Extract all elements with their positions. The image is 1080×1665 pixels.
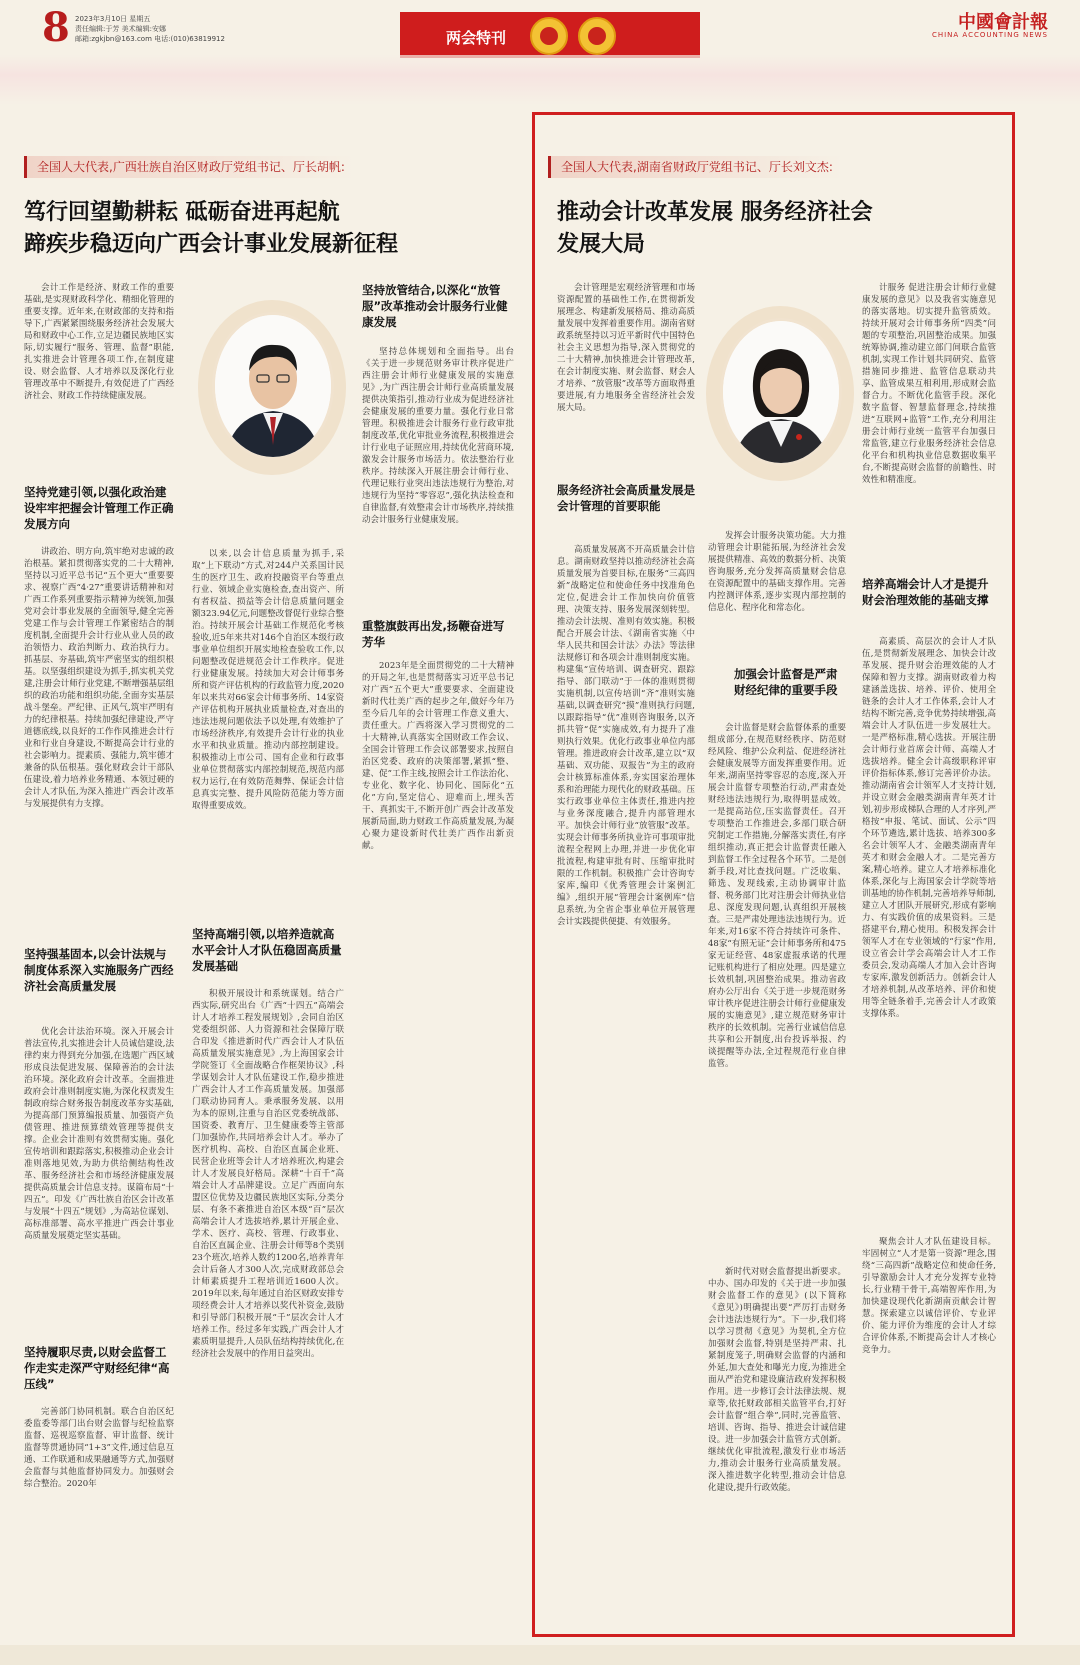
page-meta	[75, 14, 225, 44]
left-col1-intro: 会计工作是经济、财政工作的重要基础,是实现财政科学化、精细化管理的重要支撑。近年来,在财政部的支持和指导下,广西紧紧围绕服务经济社会发展大局和财政中心工作,立足边疆民族地区实际,切实履行“服务、管理、监督”职能,扎实推进会计管理各项工作,在制度建设、财会监督、人才培养以及深化行业管理改革中不断提升,有效促进了广西经济社会、财政工作持续健康发展。	[24, 283, 174, 401]
left-subhead-2: 坚持强基固本,以会计法规与制度体系深入实施服务广西经济社会高质量发展	[24, 947, 174, 993]
left-subhead-4: 坚持放管结合,以深化“放管服”改革推动会计服务行业健康发展	[362, 283, 508, 329]
page-header	[0, 0, 1080, 95]
portrait-liu-wenjie	[720, 318, 842, 466]
cppcc-emblem-icon	[578, 17, 616, 55]
right-col3-para7: 高素质、高层次的会计人才队伍,是贯彻新发展理念、加快会计改革发展、提升财会治理效能的人才保障和智力支撑。湖南财政着力构建涵盖选拔、培养、评价、使用全链条的会计人才工作体系,会计人才结构不断完善,竞争优势持续增强,高端会计人才队伍进一步发展壮大。一是严格标准,精心选拔。开展注册会计师行业首席会计师、高端人才选拔培养。健全会计高级职称评审评价指标体系,修订完善评价办法。推动湖南省会计领军人才支持计划,并设立财会金融类湖南青年英才计划,初步形成梯队合理的人才序列,严格按“申报、笔试、面试、公示”四个环节遴选,累计选拔、培养300多名会计领军人才、金融类湖南青年英才和财会金融人才。二是完善方案,精心培养。建立人才培养标准化体系,深化与上海国家会计学院等培训基地的协作机制,完善培养导师制,建立人才团队开展研究,形成有影响力、有实践价值的成果资料。三是搭建平台,精心使用。积极发挥会计领军人才在专业领域的“行家”作用,设立省会计学会高端会计人才工作委员会,发动高端人才加入会计咨询专家库,激发创新活力。创新会计人才培养机制,从改革培养、评价和使用等全链条着手,完善会计人才政策支撑体系。	[862, 637, 996, 1019]
newspaper-logo-en: CHINA ACCOUNTING NEWS	[931, 31, 1048, 39]
right-col3-para6: 计服务 促进注册会计师行业健康发展的意见》以及我省实施意见的落实落地。切实提升监管质效。持续开展对会计师事务所“四类”问题的专项整治,巩固整治成果。加强统筹协调,推动建立部门间联合监管机制,实现工作计划共同研究、监管措施同步推进、监管信息联动共享、监管成果互相利用,形成财会监督合力。不断优化监管手段。深化数字监督、智慧监督理念,持续推进“互联网+监管”工作,充分利用注册会计师行业统一监管平台加强日常监管,建立行业服务经济社会信息化平台和机构执业信息数据收集平台,不断提高财会监督的前瞻性、时效性和精准度。	[862, 283, 996, 485]
meta-contact: 邮箱:zgkjbn@163.com 电话:(010)63819912	[75, 35, 225, 43]
right-col2-para5: 新时代对财会监督提出新要求。中办、国办印发的《关于进一步加强财会监督工作的意见》(以下简称《意见》)明确提出要“严厉打击财务会计违法违规行为”。下一步,我们将以学习贯彻《意见》为契机,全方位加强财会监督,特别是坚持严肃、扎紧制度笼子,明确财会监督的内涵和外延,加大查处和曝光力度,为推进全面从严治党和建设廉洁政府发挥积极作用。进一步修订会计法律法规、规章等,依托财政部相关监管平台,打好会计监督“组合拳”,同时,完善监管、培训、咨询、指导、推进会计诚信建设。进一步加强会计监管方式创新。继续优化审批流程,激发行业市场活力,推动会计服务行业高质量发展。深入推进数字化转型,推动会计信息化建设,提升行政效能。	[708, 1267, 846, 1493]
left-subhead-6: 坚持高端引领,以培养造就高水平会计人才队伍稳固高质量发展基础	[192, 927, 342, 973]
right-subhead-1: 服务经济社会高质量发展是会计管理的首要职能	[557, 483, 695, 513]
left-col3-para7: 坚持总体规划和全面指导。出台《关于进一步规范财务审计秩序促进广西注册会计师行业健康发展的实施意见》,为广西注册会计师行业高质量发展提供决策指引,推动行业成为促进经济社会健康发展的重要力量。强化行业日常管理。积极推进会计服务行业行政审批制度改革,优化审批业务流程,积极推进会计行业电子证照应用,持续优化营商环境,激发会计服务市场活力。依法整治行业秩序。持续深入开展注册会计师行业、代理记账行业突出违法违规行为整治,对违规行为坚持“零容忍”,强化执法检查和自律监督,有效整肃会计市场秩序,持续推动会计服务行业健康发展。	[362, 347, 514, 525]
left-col1-para4: 完善部门协同机制。联合自治区纪委监委等部门出台财会监督与纪检监察监督、巡视巡察监督、审计监督、统计监督等贯通协同“1+3”文件,通过信息互通、工作联通和成果融通等方式,加强财会监督与其他监督协同发力。加强财会综合整治。2020年	[24, 1407, 174, 1489]
portrait-hu-fan	[212, 312, 334, 460]
right-col1-para2: 高质量发展离不开高质量会计信息。湖南财政坚持以推动经济社会高质量发展为首要目标,在服务“三高四新”战略定位和使命任务中找准角色定位,促进会计工作加快向价值管理、决策支持、服务发展深刻转型。推动会计法规、准则有效实施。积极配合开展会计法、《湖南省实施〈中华人民共和国会计法〉办法》等法律法规修订和各项会计准则制度实施。构建集“宣传培训、调查研究、跟踪指导、部门联动”于一体的准则贯彻实施机制,以宣传培训“齐”准则实施基础,以调查研究“摸”准则执行问题,以跟踪指导“优”准则咨询服务,以齐抓共管“促”实施成效,有力提升了准则执行效果。优化行政事业单位内部管理。推进政府会计改革,建立以“双基础、双功能、双报告”为主的政府会计核算标准体系,夯实国家治理体系和治理能力现代化的财政基础。压实行政事业单位主体责任,推进内控与业务深度融合,提升内部管理水平。加快会计师行业“放管服”改革。实现会计师事务所执业许可事项审批流程全程网上办理,并进一步优化审批流程,构建审批有时、压缩审批时限的工作机制。积极推广会计咨询专家库,编印《优秀管理会计案例汇编》,组织开展“管理会计案例库”信息系统,为全省企事业单位开展管理会计实践提供便捷、有效服务。	[557, 545, 695, 927]
right-byline: 全国人大代表,湖南省财政厅党组书记、厅长刘文杰:	[548, 156, 843, 178]
page-number: 8	[42, 4, 70, 51]
left-byline: 全国人大代表,广西壮族自治区财政厅党组书记、厅长胡帆:	[24, 156, 355, 178]
page-bottom-strip	[0, 1645, 1080, 1665]
meta-date: 2023年3月10日 星期五	[75, 15, 151, 23]
right-col3-para8: 聚焦会计人才队伍建设目标。牢固树立“人才是第一资源”理念,围绕“三高四新”战略定位和使命任务,引导激励会计人才充分发挥专业特长,行业精干骨干,高端智库作用,为加快建设现代化新湖南贡献会计智慧。探索建立以诚信评价、专业评价、能力评价为维度的会计人才综合评价体系,不断提高会计人才核心竞争力。	[862, 1237, 996, 1355]
right-col1-intro: 会计管理是宏观经济管理和市场资源配置的基础性工作,在贯彻新发展理念、构建新发展格局、推动高质量发展中发挥着重要作用。湖南省财政系统坚持以习近平新时代中国特色社会主义思想为指导,深入贯彻党的二十大精神,加快推进会计管理改革,在会计制度实施、财会监督、财会人才培养、“放管服”改革等方面取得重要进展,有力地服务全省经济社会发展大局。	[557, 283, 695, 413]
right-headline-line2: 发展大局	[557, 231, 646, 257]
right-col2-para3: 发挥会计服务决策功能。大力推动管理会计职能拓展,为经济社会发展提供精准、高效的数据分析、决策咨询服务,充分发挥高质量财会信息在资源配置中的基础支撑作用。完善内控测评体系,逐步实现内部控制的信息化、程序化和常态化。	[708, 531, 846, 613]
right-subhead-3: 培养高端会计人才是提升财会治理效能的基础支撑	[862, 577, 989, 607]
national-emblem-icon	[530, 17, 568, 55]
section-title: 两会特刊	[446, 29, 507, 47]
left-headline-line2: 蹄疾步稳迈向广西会计事业发展新征程	[24, 231, 399, 257]
left-col2-para6: 积极开展设计和系统谋划。结合广西实际,研究出台《广西“十四五”高端会计人才培养工程发展规划》,会同自治区党委组织部、人力资源和社会保障厅联合印发《推进新时代广西会计人才队伍高质量发展实施意见》,为上海国家会计学院签订《全面战略合作框架协议》,科学谋划会计人才队伍建设工作,稳步推进广西会计人才工作高质量发展。加强部门联动协同育人。秉承服务发展、以用为本的原则,注重与自治区党委统战部、国资委、教育厅、卫生健康委等主管部门加强协作,共同培养会计人才。举办了医疗机构、高校、自治区直属企业班、民营企业班等会计人才培养班次,构建会计人才发展良好格局。深耕“十百千”高端会计人才品牌建设。立足广西面向东盟区位优势及边疆民族地区实际,分类分层、有条不紊推进自治区本级“百”层次高端会计人才选拔培养,累计开展企业、学术、医疗、高校、管理、行政事业、自治区直属企业、注册会计师等8个类别23个班次,培养人数约1200名,培养青年会计后备人才300人次,完成财政部总会计师素质提升工程培训近1600人次。2019年以来,每年通过自治区财政安排专项经费会计人才培养以奖代补资金,鼓励和引导部门积极开展“千”层次会计人才培养工作。经过多年实践,广西会计人才素质明显提升,人员队伍结构持续优化,在经济社会发展中的作用日益突出。	[192, 989, 344, 1359]
meta-editor: 责任编辑:于芳 美术编辑:安娜	[75, 25, 166, 33]
section-banner	[400, 12, 700, 58]
left-subhead-3: 坚持履职尽责,以财会监督工作走实走深严守财经纪律“高压线”	[24, 1345, 170, 1391]
right-subhead-2: 加强会计监督是严肃财经纪律的重要手段	[734, 667, 838, 697]
newspaper-logo: 中國會計報	[958, 12, 1048, 33]
left-col2-para5: 以来,以会计信息质量为抓手,采取“上下联动”方式,对244户关系国计民生的医疗卫生、政府投融资平台等重点行业、领域企业实施检查,查出资产、所有者权益、损益等会计信息质量问题金额323.94亿元,问题整改督促行业综合整治。持续开展会计基础工作规范化考核验收,近5年来共对146个自治区本级行政事业单位组织开展实地检查验收工作,以问题整改促进规范会计工作秩序。促进行业健康发展。持续加大对会计师事务所和资产评估机构的行政监管力度,2020年以来共对66家会计师事务所、14家资产评估机构开展执业质量检查,对查出的违法违规问题依法予以处理,有效维护了市场经济秩序,有效提升会计行业的执业水平和执业质量。推动内部控制建设。积极推动上市公司、国有企业和行政事业单位贯彻落实内部控制规范,规范内部权力运行,在有效防范舞弊、保证会计信息真实完整、提升风险防范能力等方面取得重要成效。	[192, 549, 344, 811]
left-col1-para2: 讲政治、明方向,筑牢绝对忠诚的政治根基。紧扣贯彻落实党的二十大精神,坚持以习近平总书记“五个更大”重要要求、视察广西“4·27”重要讲话精神和对广西工作系列重要指示精神为统领,加强党对会计事业发展的全面领导,健全完善党建工作与会计管理工作紧密结合的制度机制,全面提升会计行业从业人员的政治领悟力、政治判断力、政治执行力。抓基层、夯基础,筑牢严密坚实的组织根基。以坚强组织建设为抓手,抓实机关党建,注册会计师行业党建,不断增强基层组织的政治功能和组织功能,全面夯实基层战斗堡垒。严纪律、正风气,筑牢严明有力的纪律根基。持续加强纪律建设,严守道德底线,以良好的工作作风推进会计行业和行业自身建设,不断提高会计行业的社会影响力。提素质、强能力,筑牢德才兼备的队伍根基。强化财政会计干部队伍建设,着力培养业务精通、本领过硬的会计人才队伍,为深入推进广西会计改革与发展提供有力支撑。	[24, 547, 174, 809]
left-headline-line1: 笃行回望勤耕耘 砥砺奋进再起航	[24, 199, 340, 225]
right-headline-line1: 推动会计改革发展 服务经济社会	[557, 199, 873, 225]
left-headline	[24, 196, 514, 260]
left-subhead-1: 坚持党建引领,以强化政治建设牢牢把握会计管理工作正确发展方向	[24, 485, 174, 531]
decorative-wave	[0, 55, 1080, 105]
left-col1-para3: 优化会计法治环境。深入开展会计普法宣传,扎实推进会计人员诚信建设,法律约束力得到充分加强,在选题广西区域形成良法促进发展、保障善治的会计法治环境。深化政府会计改革。全面推进政府会计准则制度实施,为深化权责发生制政府综合财务报告制度改革夯实基础,为提高部门预算编报质量、加强资产负债管理、推进预算绩效管理等提供支撑。企业会计准则有效贯彻实施。强化宣传培训和跟踪落实,积极推动企业会计准则落地见效,为助力供给侧结构性改革、服务经济社会和市场经济健康发展提供高质量会计信息支持。谋篇布局“十四五”。印发《广西壮族自治区会计改革与发展“十四五”规划》,为高站位谋划、高标准部署、高水平推进广西会计事业高质量发展奠定坚实基础。	[24, 1027, 174, 1241]
right-col2-para4: 会计监督是财会监督体系的重要组成部分,在规范财经秩序、防范财经风险、维护公众利益、促进经济社会健康发展等方面发挥重要作用。近年来,湖南坚持零容忍的态度,深入开展会计监督专项整治行动,严肃查处财经违法违规行为,取得明显成效。一是提高站位,压实监督责任。召开专项整治工作推进会,多部门联合研究制定工作措施,分解落实责任,有序组织推动,真正把会计监督责任融入到监督工作全过程各个环节。二是创新手段,对比查找问题。广泛收集、筛选、发现线索,主动协调审计监督、税务部门比对注册会计师执业信息、深度发现问题,认真组织开展核查。三是严肃处理违法违规行为。近年来,对16家不符合持续许可条件、48家“有照无证”会计师事务所和475家无证经营、48家虚报承诺的代理记账机构进行了相应处理。四是建立长效机制,巩固整治成果。推动省政府办公厅出台《关于进一步规范财务审计秩序促进注册会计师行业健康发展的实施意见》,建立规范财务审计秩序的长效机制。完善行业诚信信息共享和公开制度,出台投诉举报、约谈提醒等办法,全过程规范行业自律监管。	[708, 723, 846, 1069]
left-subhead-5: 重整旗鼓再出发,扬鞭奋进写芳华	[362, 619, 505, 649]
right-headline	[557, 196, 977, 260]
left-col3-para8: 2023年是全面贯彻党的二十大精神的开局之年,也是贯彻落实习近平总书记对广西“五个更大”重要要求、全面建设新时代壮美广西的起步之年,做好今年乃至今后几年的会计管理工作意义重大、责任重大。广西将深入学习贯彻党的二十大精神,认真落实全国财政工作会议、全国会计管理工作会议部署要求,按照自治区党委、政府的决策部署,紧抓“整、建、促”工作主线,按照会计工作法治化、专业化、数字化、协同化、国际化“五化”方向,坚定信心、迎难而上,埋头苦干、真抓实干,不断开创广西会计改革发展新局面,助力财政工作高质量发展,为凝心聚力建设新时代壮美广西作出新贡献。	[362, 661, 514, 851]
